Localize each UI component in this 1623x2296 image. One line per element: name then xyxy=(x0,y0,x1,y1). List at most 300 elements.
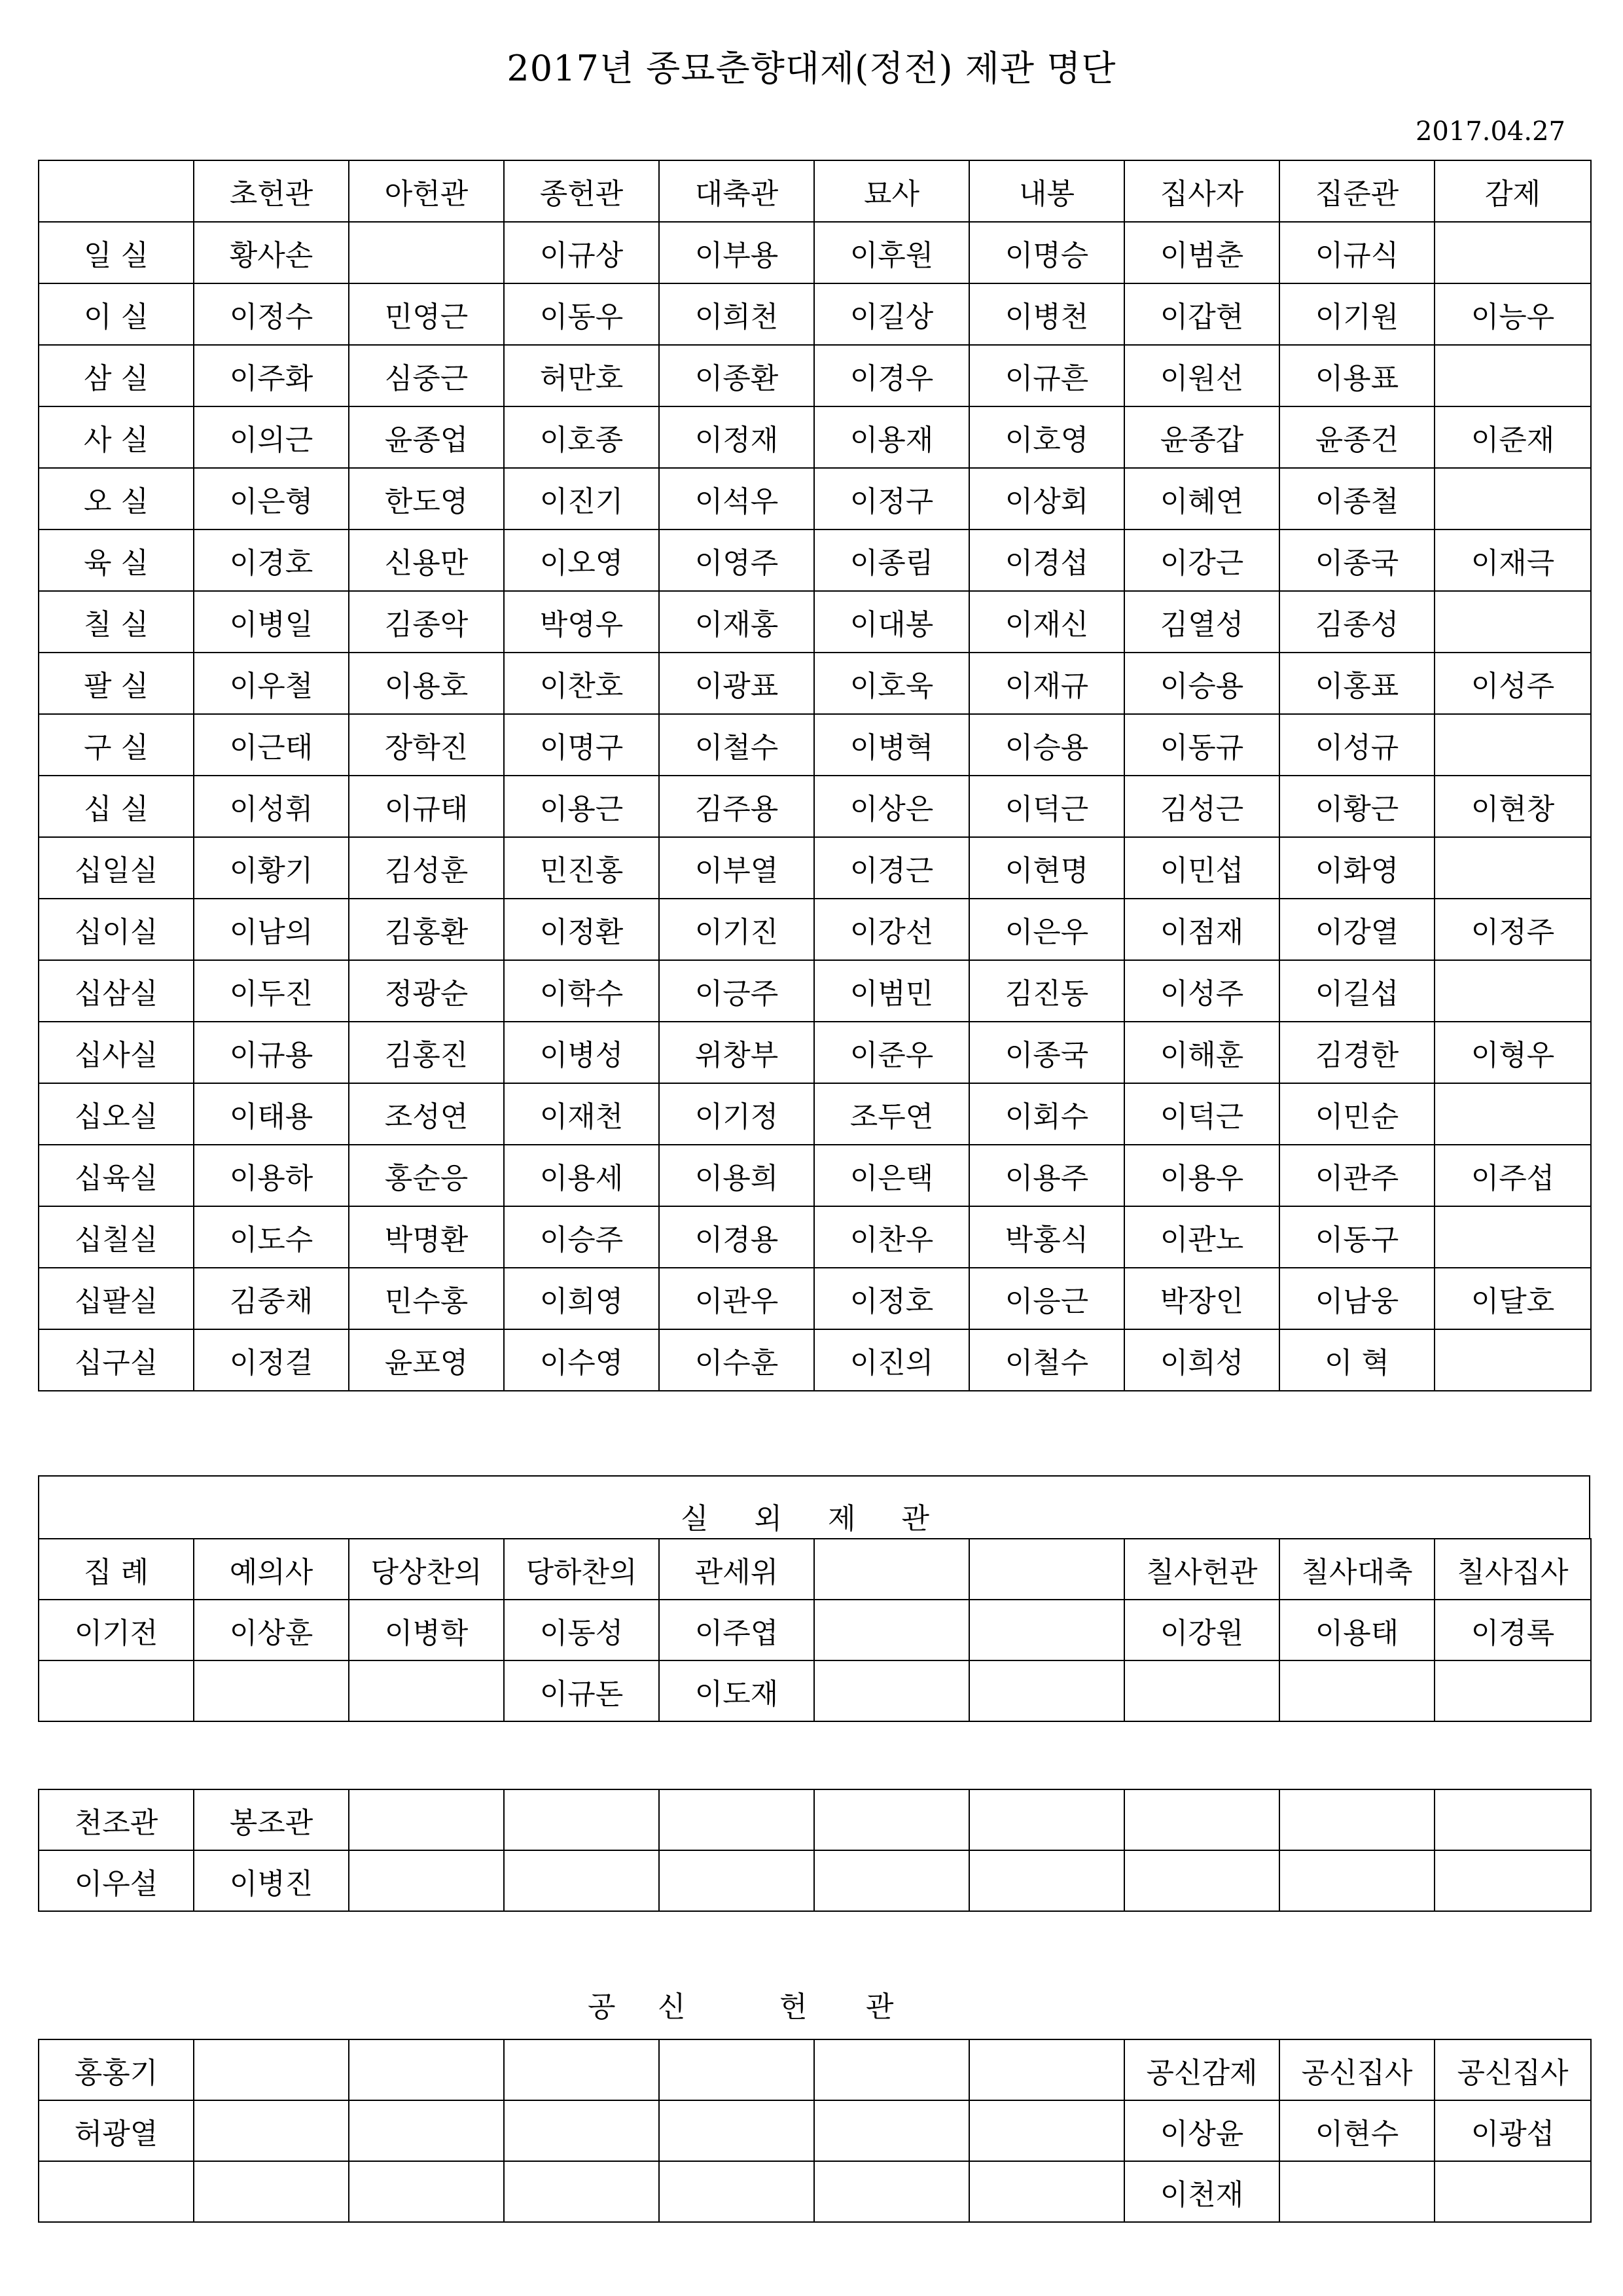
table-cell xyxy=(1435,1850,1591,1911)
table-cell: 이정재 xyxy=(659,406,814,468)
table-cell: 이찬호 xyxy=(504,653,659,714)
table-row xyxy=(39,468,1591,529)
table-cell xyxy=(194,2100,349,2161)
table-cell: 이용재 xyxy=(814,406,969,468)
table-row xyxy=(39,283,1591,345)
table-cell: 이관우 xyxy=(659,1268,814,1329)
table-cell xyxy=(659,2039,814,2100)
table-cell: 이기정 xyxy=(659,1083,814,1145)
table-cell: 당상찬의 xyxy=(349,1539,504,1600)
table-cell: 이상윤 xyxy=(1124,2100,1279,2161)
table-cell xyxy=(969,1850,1124,1911)
table-cell: 이은택 xyxy=(814,1145,969,1206)
column-header-cell: 종헌관 xyxy=(504,160,659,222)
table-cell: 홍순응 xyxy=(349,1145,504,1206)
table-cell: 이학수 xyxy=(504,960,659,1022)
table-cell: 이규흔 xyxy=(969,345,1124,406)
table-cell: 이오영 xyxy=(504,529,659,591)
table-cell: 이상은 xyxy=(814,776,969,837)
table-cell: 박명환 xyxy=(349,1206,504,1268)
table-cell: 이응근 xyxy=(969,1268,1124,1329)
row-label-cell: 홍홍기 xyxy=(39,2039,194,2100)
table-row xyxy=(39,1022,1591,1083)
table-cell: 이용호 xyxy=(349,653,504,714)
table-cell: 이호영 xyxy=(969,406,1124,468)
table-cell: 당하찬의 xyxy=(504,1539,659,1600)
table-cell: 공신집사 xyxy=(1279,2039,1435,2100)
column-header-cell: 대축관 xyxy=(659,160,814,222)
row-label-cell: 십삼실 xyxy=(39,960,194,1022)
table-cell: 이종국 xyxy=(969,1022,1124,1083)
table-row xyxy=(39,345,1591,406)
table-row xyxy=(39,2100,1591,2161)
row-label-cell xyxy=(39,1660,194,1721)
table-cell: 이태용 xyxy=(194,1083,349,1145)
table-cell: 이은형 xyxy=(194,468,349,529)
row-label-cell: 육 실 xyxy=(39,529,194,591)
table-cell: 이용세 xyxy=(504,1145,659,1206)
row-label-cell: 구 실 xyxy=(39,714,194,776)
row-label-cell: 십육실 xyxy=(39,1145,194,1206)
table-cell: 이수영 xyxy=(504,1329,659,1391)
table-cell: 이병일 xyxy=(194,591,349,653)
table-cell: 이재천 xyxy=(504,1083,659,1145)
table-cell xyxy=(814,2100,969,2161)
table-cell: 조두연 xyxy=(814,1083,969,1145)
row-label-cell: 집 례 xyxy=(39,1539,194,1600)
table-cell: 이정호 xyxy=(814,1268,969,1329)
table-cell: 이동우 xyxy=(504,283,659,345)
table-row xyxy=(39,1850,1591,1911)
table-cell: 이강근 xyxy=(1124,529,1279,591)
table-cell xyxy=(1435,591,1591,653)
table-cell xyxy=(1435,1206,1591,1268)
table-cell: 이혜연 xyxy=(1124,468,1279,529)
table-row xyxy=(39,1539,1591,1600)
table-cell: 이현수 xyxy=(1279,2100,1435,2161)
table-cell: 윤종건 xyxy=(1279,406,1435,468)
row-label-cell xyxy=(39,2161,194,2222)
table-cell: 칠사집사 xyxy=(1435,1539,1591,1600)
table-row xyxy=(39,837,1591,899)
row-label-cell: 십이실 xyxy=(39,899,194,960)
table-cell: 이주화 xyxy=(194,345,349,406)
table-cell: 이용희 xyxy=(659,1145,814,1206)
table-cell: 박장인 xyxy=(1124,1268,1279,1329)
table-cell: 이승주 xyxy=(504,1206,659,1268)
table-cell: 이광섭 xyxy=(1435,2100,1591,2161)
table-cell: 이도수 xyxy=(194,1206,349,1268)
table-cell xyxy=(1435,1083,1591,1145)
table-cell: 이재극 xyxy=(1435,529,1591,591)
table-cell xyxy=(1435,1660,1591,1721)
row-label-cell: 천조관 xyxy=(39,1789,194,1850)
table-row xyxy=(39,1268,1591,1329)
table-cell xyxy=(969,1539,1124,1600)
table-cell: 이정구 xyxy=(814,468,969,529)
table-cell xyxy=(504,1789,659,1850)
table-cell: 칠사대축 xyxy=(1279,1539,1435,1600)
row-label-cell: 오 실 xyxy=(39,468,194,529)
row-label-cell: 칠 실 xyxy=(39,591,194,653)
row-label-cell: 십 실 xyxy=(39,776,194,837)
table-cell: 김중채 xyxy=(194,1268,349,1329)
ancestor-officiant-table xyxy=(38,1789,1592,1912)
table-cell: 이관노 xyxy=(1124,1206,1279,1268)
table-cell: 이정걸 xyxy=(194,1329,349,1391)
merit-title-word: 신 xyxy=(658,1990,686,2024)
table-cell: 이동규 xyxy=(1124,714,1279,776)
table-cell: 이동성 xyxy=(504,1600,659,1660)
table-cell: 이강선 xyxy=(814,899,969,960)
table-cell: 이 혁 xyxy=(1279,1329,1435,1391)
table-cell xyxy=(659,2100,814,2161)
table-cell xyxy=(1435,345,1591,406)
table-cell xyxy=(1279,1789,1435,1850)
table-cell: 이병혁 xyxy=(814,714,969,776)
table-cell xyxy=(349,2039,504,2100)
table-cell: 이성주 xyxy=(1124,960,1279,1022)
table-cell: 이관주 xyxy=(1279,1145,1435,1206)
table-cell: 이용근 xyxy=(504,776,659,837)
table-cell: 이경우 xyxy=(814,345,969,406)
table-cell: 이종철 xyxy=(1279,468,1435,529)
table-cell xyxy=(814,1600,969,1660)
table-cell: 김열성 xyxy=(1124,591,1279,653)
table-cell xyxy=(814,1539,969,1600)
table-cell: 김종악 xyxy=(349,591,504,653)
table-cell: 이찬우 xyxy=(814,1206,969,1268)
table-cell: 이영주 xyxy=(659,529,814,591)
table-cell: 이철수 xyxy=(969,1329,1124,1391)
table-cell: 심중근 xyxy=(349,345,504,406)
table-cell xyxy=(1435,1329,1591,1391)
table-cell: 이종환 xyxy=(659,345,814,406)
table-cell: 이승용 xyxy=(1124,653,1279,714)
table-cell xyxy=(1124,1850,1279,1911)
table-cell: 이종국 xyxy=(1279,529,1435,591)
table-cell: 이남의 xyxy=(194,899,349,960)
table-cell: 김주용 xyxy=(659,776,814,837)
table-cell: 이강원 xyxy=(1124,1600,1279,1660)
table-cell xyxy=(814,1660,969,1721)
table-cell: 이병학 xyxy=(349,1600,504,1660)
table-cell: 박영우 xyxy=(504,591,659,653)
table-row xyxy=(39,591,1591,653)
column-header-cell xyxy=(39,160,194,222)
table-cell: 이재규 xyxy=(969,653,1124,714)
table-cell xyxy=(1124,1789,1279,1850)
page-title: 2017년 종묘춘향대제(정전) 제관 명단 xyxy=(507,48,1116,89)
table-cell: 이병성 xyxy=(504,1022,659,1083)
table-cell: 민수홍 xyxy=(349,1268,504,1329)
merit-title-word: 헌 xyxy=(779,1990,808,2024)
table-cell xyxy=(194,2161,349,2222)
table-cell: 이현명 xyxy=(969,837,1124,899)
table-cell: 이규상 xyxy=(504,222,659,283)
table-cell: 박홍식 xyxy=(969,1206,1124,1268)
table-cell xyxy=(659,1850,814,1911)
table-cell xyxy=(814,1850,969,1911)
table-cell: 김종성 xyxy=(1279,591,1435,653)
row-label-cell: 이 실 xyxy=(39,283,194,345)
table-row xyxy=(39,1083,1591,1145)
table-cell: 김홍환 xyxy=(349,899,504,960)
row-label-cell: 사 실 xyxy=(39,406,194,468)
table-row xyxy=(39,1206,1591,1268)
table-cell: 이종림 xyxy=(814,529,969,591)
table-cell: 이동구 xyxy=(1279,1206,1435,1268)
table-cell: 이수훈 xyxy=(659,1329,814,1391)
table-cell: 이정환 xyxy=(504,899,659,960)
table-cell: 칠사헌관 xyxy=(1124,1539,1279,1600)
table-cell: 이용우 xyxy=(1124,1145,1279,1206)
table-cell: 이규식 xyxy=(1279,222,1435,283)
table-cell: 김홍진 xyxy=(349,1022,504,1083)
table-cell: 이경록 xyxy=(1435,1600,1591,1660)
outer-officiant-table xyxy=(38,1538,1592,1722)
table-cell xyxy=(814,1789,969,1850)
row-label-cell: 삼 실 xyxy=(39,345,194,406)
row-label-cell: 팔 실 xyxy=(39,653,194,714)
table-cell: 이달호 xyxy=(1435,1268,1591,1329)
table-cell: 이희성 xyxy=(1124,1329,1279,1391)
table-row xyxy=(39,714,1591,776)
table-cell: 이상훈 xyxy=(194,1600,349,1660)
table-cell: 이석우 xyxy=(659,468,814,529)
table-cell: 이병진 xyxy=(194,1850,349,1911)
table-header-row xyxy=(39,160,1591,222)
column-header-cell: 아헌관 xyxy=(349,160,504,222)
table-cell xyxy=(969,1789,1124,1850)
table-cell: 민영근 xyxy=(349,283,504,345)
table-cell xyxy=(1435,837,1591,899)
table-cell: 이용표 xyxy=(1279,345,1435,406)
table-cell: 이희영 xyxy=(504,1268,659,1329)
merit-title-word: 공 xyxy=(588,1990,616,2024)
table-cell: 이용주 xyxy=(969,1145,1124,1206)
table-cell: 이범춘 xyxy=(1124,222,1279,283)
table-cell: 김성근 xyxy=(1124,776,1279,837)
table-cell: 이해훈 xyxy=(1124,1022,1279,1083)
table-cell: 이원선 xyxy=(1124,345,1279,406)
table-cell: 이화영 xyxy=(1279,837,1435,899)
row-label-cell: 십칠실 xyxy=(39,1206,194,1268)
table-cell xyxy=(504,2161,659,2222)
table-cell: 윤종업 xyxy=(349,406,504,468)
table-cell: 이천재 xyxy=(1124,2161,1279,2222)
column-header-cell: 초헌관 xyxy=(194,160,349,222)
table-cell: 이강열 xyxy=(1279,899,1435,960)
table-cell: 이도재 xyxy=(659,1660,814,1721)
table-cell xyxy=(1435,714,1591,776)
row-label-cell: 십오실 xyxy=(39,1083,194,1145)
table-cell: 봉조관 xyxy=(194,1789,349,1850)
row-label-cell: 이기전 xyxy=(39,1600,194,1660)
table-cell: 이남웅 xyxy=(1279,1268,1435,1329)
table-cell: 공신집사 xyxy=(1435,2039,1591,2100)
merit-officiant-table xyxy=(38,2039,1592,2223)
table-cell: 이황기 xyxy=(194,837,349,899)
table-cell: 이용하 xyxy=(194,1145,349,1206)
table-cell: 이긍주 xyxy=(659,960,814,1022)
table-cell: 윤종갑 xyxy=(1124,406,1279,468)
table-cell: 이경호 xyxy=(194,529,349,591)
table-cell: 이병천 xyxy=(969,283,1124,345)
outer-officiant-title: 실 외 제 관 xyxy=(681,1502,948,1535)
table-row xyxy=(39,1329,1591,1391)
row-label-cell: 십사실 xyxy=(39,1022,194,1083)
table-cell: 이규돈 xyxy=(504,1660,659,1721)
table-cell: 이우철 xyxy=(194,653,349,714)
row-label-cell: 이우설 xyxy=(39,1850,194,1911)
table-cell: 이진기 xyxy=(504,468,659,529)
table-cell: 이두진 xyxy=(194,960,349,1022)
table-cell: 이부용 xyxy=(659,222,814,283)
outer-officiant-header xyxy=(38,1475,1590,1539)
column-header-cell: 묘사 xyxy=(814,160,969,222)
document-date: 2017.04.27 xyxy=(1415,117,1565,147)
table-cell: 이기진 xyxy=(659,899,814,960)
table-cell: 이준재 xyxy=(1435,406,1591,468)
table-cell: 신용만 xyxy=(349,529,504,591)
table-row xyxy=(39,529,1591,591)
table-cell: 이광표 xyxy=(659,653,814,714)
table-cell: 이대봉 xyxy=(814,591,969,653)
table-cell: 이성주 xyxy=(1435,653,1591,714)
table-cell xyxy=(969,1660,1124,1721)
table-cell xyxy=(814,2039,969,2100)
table-cell: 이재신 xyxy=(969,591,1124,653)
column-header-cell: 내봉 xyxy=(969,160,1124,222)
table-cell: 이후원 xyxy=(814,222,969,283)
table-cell xyxy=(194,1660,349,1721)
table-cell: 이승용 xyxy=(969,714,1124,776)
table-cell: 이철수 xyxy=(659,714,814,776)
table-cell: 장학진 xyxy=(349,714,504,776)
table-cell: 한도영 xyxy=(349,468,504,529)
table-cell: 이상회 xyxy=(969,468,1124,529)
table-cell: 이은우 xyxy=(969,899,1124,960)
table-cell: 예의사 xyxy=(194,1539,349,1600)
table-cell xyxy=(1435,960,1591,1022)
table-cell: 이덕근 xyxy=(1124,1083,1279,1145)
table-cell xyxy=(349,2100,504,2161)
table-cell: 이주섭 xyxy=(1435,1145,1591,1206)
table-cell: 이갑현 xyxy=(1124,283,1279,345)
table-row xyxy=(39,960,1591,1022)
table-cell xyxy=(969,2161,1124,2222)
table-cell: 정광순 xyxy=(349,960,504,1022)
table-row xyxy=(39,2161,1591,2222)
table-cell: 이성규 xyxy=(1279,714,1435,776)
table-cell xyxy=(349,222,504,283)
table-cell: 이민순 xyxy=(1279,1083,1435,1145)
table-cell: 이정주 xyxy=(1435,899,1591,960)
table-cell: 이경섭 xyxy=(969,529,1124,591)
table-row xyxy=(39,1660,1591,1721)
table-cell xyxy=(194,2039,349,2100)
table-cell xyxy=(1435,222,1591,283)
table-row xyxy=(39,222,1591,283)
table-cell xyxy=(349,1660,504,1721)
table-cell: 이규용 xyxy=(194,1022,349,1083)
table-row xyxy=(39,899,1591,960)
table-cell: 이황근 xyxy=(1279,776,1435,837)
table-row xyxy=(39,776,1591,837)
row-label-cell: 허광열 xyxy=(39,2100,194,2161)
table-cell xyxy=(1124,1660,1279,1721)
table-cell: 이희천 xyxy=(659,283,814,345)
row-label-cell: 십팔실 xyxy=(39,1268,194,1329)
table-cell xyxy=(504,2039,659,2100)
table-cell: 김진동 xyxy=(969,960,1124,1022)
table-cell: 이규태 xyxy=(349,776,504,837)
table-cell: 이명승 xyxy=(969,222,1124,283)
table-row xyxy=(39,2039,1591,2100)
table-cell: 이현창 xyxy=(1435,776,1591,837)
table-cell xyxy=(1279,2161,1435,2222)
table-cell xyxy=(969,2100,1124,2161)
table-cell: 이길상 xyxy=(814,283,969,345)
table-cell xyxy=(1279,1660,1435,1721)
table-cell xyxy=(1435,468,1591,529)
table-cell: 이점재 xyxy=(1124,899,1279,960)
table-cell xyxy=(814,2161,969,2222)
table-cell: 이민섭 xyxy=(1124,837,1279,899)
table-row xyxy=(39,653,1591,714)
table-cell xyxy=(1279,1850,1435,1911)
table-cell xyxy=(504,2100,659,2161)
table-cell xyxy=(504,1850,659,1911)
table-cell: 윤포영 xyxy=(349,1329,504,1391)
table-cell xyxy=(969,2039,1124,2100)
table-row xyxy=(39,1600,1591,1660)
table-cell xyxy=(349,1850,504,1911)
table-cell: 이기원 xyxy=(1279,283,1435,345)
table-cell: 허만호 xyxy=(504,345,659,406)
table-cell xyxy=(349,1789,504,1850)
table-cell: 이회수 xyxy=(969,1083,1124,1145)
table-row xyxy=(39,1145,1591,1206)
row-label-cell: 십구실 xyxy=(39,1329,194,1391)
table-cell xyxy=(659,1789,814,1850)
table-cell: 이의근 xyxy=(194,406,349,468)
table-cell xyxy=(349,2161,504,2222)
table-cell: 이부열 xyxy=(659,837,814,899)
table-cell: 이덕근 xyxy=(969,776,1124,837)
table-cell: 이경용 xyxy=(659,1206,814,1268)
table-cell xyxy=(969,1600,1124,1660)
table-cell: 이홍표 xyxy=(1279,653,1435,714)
table-cell: 관세위 xyxy=(659,1539,814,1600)
table-cell: 위창부 xyxy=(659,1022,814,1083)
column-header-cell: 집준관 xyxy=(1279,160,1435,222)
column-header-cell: 집사자 xyxy=(1124,160,1279,222)
table-cell: 이준우 xyxy=(814,1022,969,1083)
table-cell: 이근태 xyxy=(194,714,349,776)
main-officiant-table xyxy=(38,160,1592,1391)
table-cell xyxy=(1435,2161,1591,2222)
table-cell: 이경근 xyxy=(814,837,969,899)
table-cell: 조성연 xyxy=(349,1083,504,1145)
table-cell xyxy=(1435,1789,1591,1850)
table-cell: 이진의 xyxy=(814,1329,969,1391)
table-row xyxy=(39,406,1591,468)
column-header-cell: 감제 xyxy=(1435,160,1591,222)
row-label-cell: 일 실 xyxy=(39,222,194,283)
table-cell: 이호욱 xyxy=(814,653,969,714)
